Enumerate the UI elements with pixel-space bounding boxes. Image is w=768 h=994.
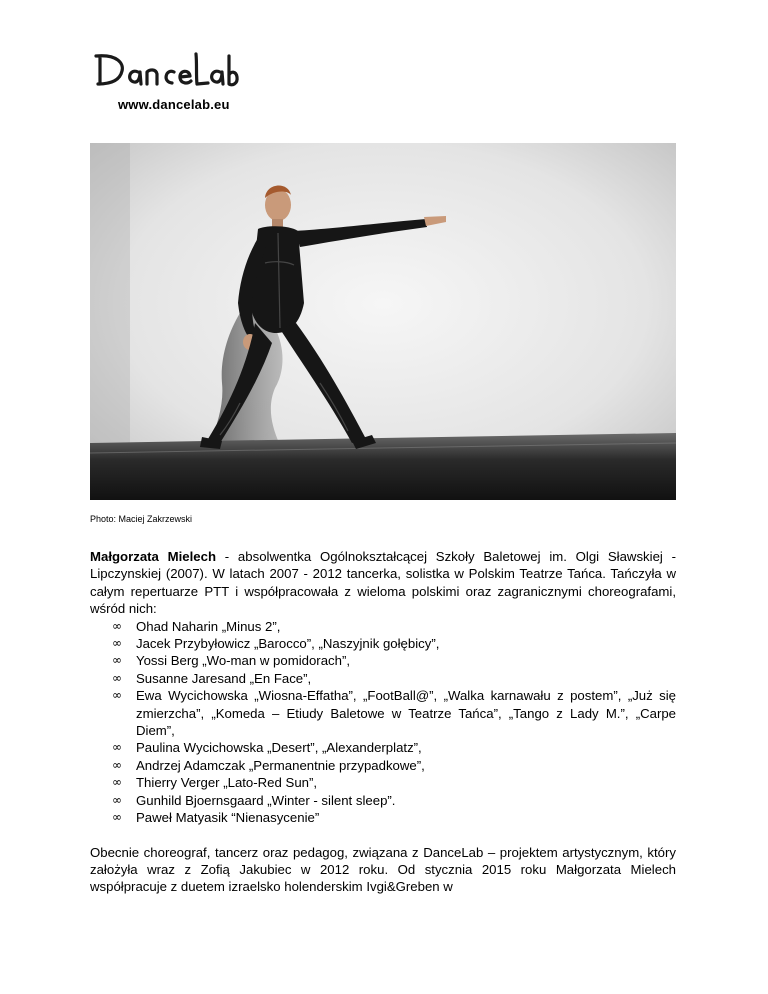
bio-intro [90,548,676,618]
list-item: ∞ Gunhild Bjoernsgaard „Winter - silent sleep”. [112,792,396,808]
bio-closing: Obecnie choreograf, tancerz oraz pedagog, związana z DanceLab – projektem artystycznym, który założyła wraz z Zofią Jakubiec w 2012 roku. Od stycznia 2015 roku Małgorzata Mielech współpracuje z duetem izraelsko holenderskim Ivgi&Greben w [90,844,676,895]
works-list [90,618,676,827]
list-item: ∞ Paulina Wycichowska „Desert”, „Alexanderplatz”, [112,740,422,756]
infinity-bullet-icon: ∞ [112,670,122,685]
infinity-bullet-icon: ∞ [112,757,122,772]
list-item: ∞ Susanne Jaresand „En Face”, [112,670,312,686]
infinity-bullet-icon: ∞ [112,653,122,668]
infinity-bullet-icon: ∞ [112,618,122,633]
infinity-bullet-icon: ∞ [112,792,122,807]
dancelab-logo [90,44,240,94]
list-item: ∞ Yossi Berg „Wo-man w pomidorach”, [112,653,351,669]
dancer-photo [90,143,676,500]
bio-intro-text: - absolwentka Ogólnokształcącej Szkoły Baletowej im. Olgi Sławskiej - Lipczynskiej (2007). W latach 2007 - 2012 tancerka, solistka w Polskim Teatrze Tańca. Tańczyła w całym repertuarze PTT i współpracowała z wieloma polskimi oraz zagranicznymi choreografami, wśród nich: [90,549,676,617]
infinity-bullet-icon: ∞ [112,636,122,651]
list-item: ∞ Ewa Wycichowska „Wiosna-Effatha”, „FootBall@”, „Walka karnawału z postem”, „Już się zmierzcha”, „Komeda – Etiudy Baletowe w Teatrze Tańca”, „Tango z Lady M.”, „Carpe Diem”, [112,688,676,739]
infinity-bullet-icon: ∞ [112,688,122,703]
list-item: ∞ Thierry Verger „Lato-Red Sun”, [112,775,318,791]
photo-credit: Photo: Maciej Zakrzewski [90,514,193,524]
infinity-bullet-icon: ∞ [112,810,122,825]
website-url[interactable]: www.dancelab.eu [118,97,230,112]
list-item: ∞ Andrzej Adamczak „Permanentnie przypadkowe”, [112,757,425,773]
infinity-bullet-icon: ∞ [112,775,122,790]
list-item: ∞ Jacek Przybyłowicz „Barocco”, „Naszyjnik gołębicy”, [112,636,440,652]
bio-section [90,548,676,896]
artist-name: Małgorzata Mielech [90,549,217,564]
list-item: ∞ Paweł Matyasik “Nienasycenie” [112,810,320,826]
list-item: ∞ Ohad Naharin „Minus 2”, [112,618,281,634]
infinity-bullet-icon: ∞ [112,740,122,755]
dancelab-logo-mark [90,44,240,94]
